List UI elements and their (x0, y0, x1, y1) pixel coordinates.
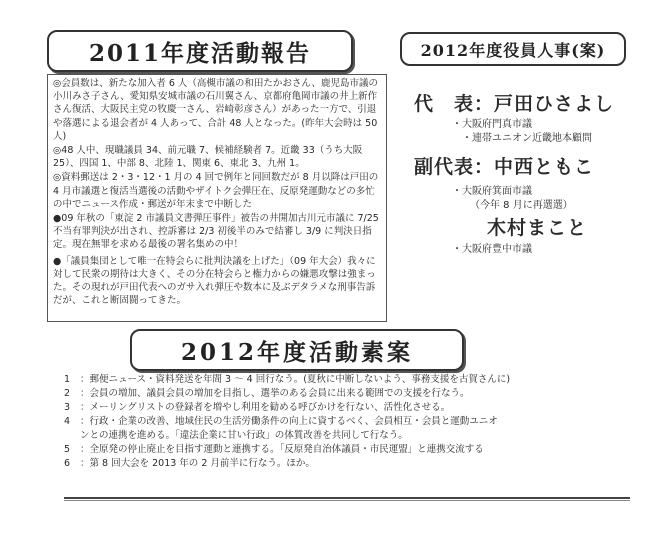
representative-name: 代 表：戸田ひさよし (414, 93, 615, 115)
plan-item (64, 373, 624, 387)
vice-representative-second-name: 木村まこと (487, 217, 588, 239)
plan-item (64, 457, 624, 471)
plan-item-number: 3 (64, 402, 71, 413)
plan-item-text: ンとの連携を進める。「違法企業に甘い行政」の体質改善を共同して行なう。 (80, 430, 408, 441)
report-item-mark: ◎ (53, 172, 62, 184)
report-item-text: 会員数は、新たな加入者 6 人（高槻市議の和田たかおさん、鹿児島市議の小川みさ子さん、愛知県安城市議の石川翼さん、京都府亀岡市議の井上新作さん復活、大阪民主党の牧慶一さん、岩崎彰彦さん）があった一方で、引退や落選による退会者が 4 人あって、合計 48 人となった。(昨年大会時は 50 人) (53, 78, 378, 142)
plan-item-number: 2 (64, 388, 71, 399)
plan-item-number: 5 (64, 444, 71, 455)
report-item-mark: ◎ (53, 78, 62, 89)
plan-item-text: ：第 8 回大会を 2013 年の 2 月前半に行なう。ほか。 (80, 458, 315, 469)
vice-representative-second-note: ・大阪府豊中市議 (452, 244, 532, 255)
plan-item (64, 401, 624, 415)
plan-item (64, 443, 624, 457)
report-item-text: 48 人中、現職議員 34、前元職 7、候補経験者 7。近畿 33（うち大阪 25）、四国 1、中部 8、北陸 1、関東 6、東北 3、九州 1。 (53, 145, 363, 170)
plan-item (64, 415, 624, 429)
report-2011-title: 2011年度活動報告 (47, 30, 353, 72)
representative-note: ・連帯ユニオン近畿地本顧問 (462, 133, 592, 144)
report-item-mark: ◎ (53, 145, 62, 157)
plan-2012-list (64, 373, 624, 471)
report-item-text: 09 年秋の「東淀 2 市議員文書弾圧事件」被告の井開加古川元市議に 7/25 不当有罪判決が出され、控訴審は 2/3 初後半のみで結審し 3/9 に判決日指定。現在無罪を求める最後の署名集めの中！ (53, 213, 379, 251)
plan-item-text: ：会員の増加、議員会員の増加を目指し、選挙のある会員に出来る範囲での支援を行なう。 (80, 388, 470, 399)
vice-representative-name: 副代表：中西ともこ (414, 156, 595, 178)
report-item (53, 144, 381, 170)
report-item-mark: ● (53, 213, 62, 225)
vice-representative-note: ・大阪府箕面市議 (452, 186, 532, 197)
report-item (53, 255, 381, 308)
plan-item-continuation (64, 429, 624, 443)
report-item (53, 77, 381, 143)
vice-representative-note: （今年 8 月に再選選） (470, 200, 573, 211)
plan-item (64, 387, 624, 401)
plan-item-text: ：全原発の停止廃止を目指す運動と連携する。「反原発自治体議員・市民運盟」と連携交流する (80, 444, 484, 455)
report-item-mark: ● (53, 255, 62, 267)
plan-2012-title: 2012年度活動素案 (130, 329, 464, 371)
plan-item-number: 1 (64, 374, 71, 385)
plan-item-number: 4 (64, 416, 71, 427)
officers-2012-title: 2012年度役員人事(案) (400, 32, 626, 66)
bottom-divider (64, 497, 630, 499)
representative-note: ・大阪府門真市議 (452, 119, 532, 130)
plan-item-number: 6 (64, 458, 71, 469)
report-item-text: 「議員集団として唯一在特会らに批判決議を上げた」（09 年大会）我々に対して民衆の期待は大きく、その分在特会らと権力からの嫌悪攻撃は強まった。その現れが戸田代表へのガサ入れ弾圧や数本に及ぶデタラメな刑事告訴だが、これと断固闘ってきた。 (53, 255, 376, 307)
report-item-text: 資料郵送は 2・3・12・1 月の 4 回で例年と同回数だが 8 月以降は戸田の 4 月市議選と復活当選後の活動やザイトク会弾圧在、反原発運動などの多忙の中でニュース作成・郵送が年末まで中断した (53, 172, 379, 210)
report-2011-panel (47, 74, 387, 322)
plan-item-text: ：郵便ニュース・資料発送を年間 3 ～ 4 回行なう。(夏秋に中断しないよう、事務支援を古賀さんに) (80, 374, 511, 385)
bottom-divider-thin (64, 500, 630, 501)
plan-item-text: ：メーリングリストの登録者を増やし利用を勧める呼びかけを行ない、活性化させる。 (80, 402, 451, 413)
plan-item-text: ：行政・企業の改善、地域住民の生活労働条件の向上に資するべく、会員相互・会員と運動ユニオ (80, 416, 498, 427)
report-item (53, 212, 381, 252)
report-item (53, 171, 381, 211)
